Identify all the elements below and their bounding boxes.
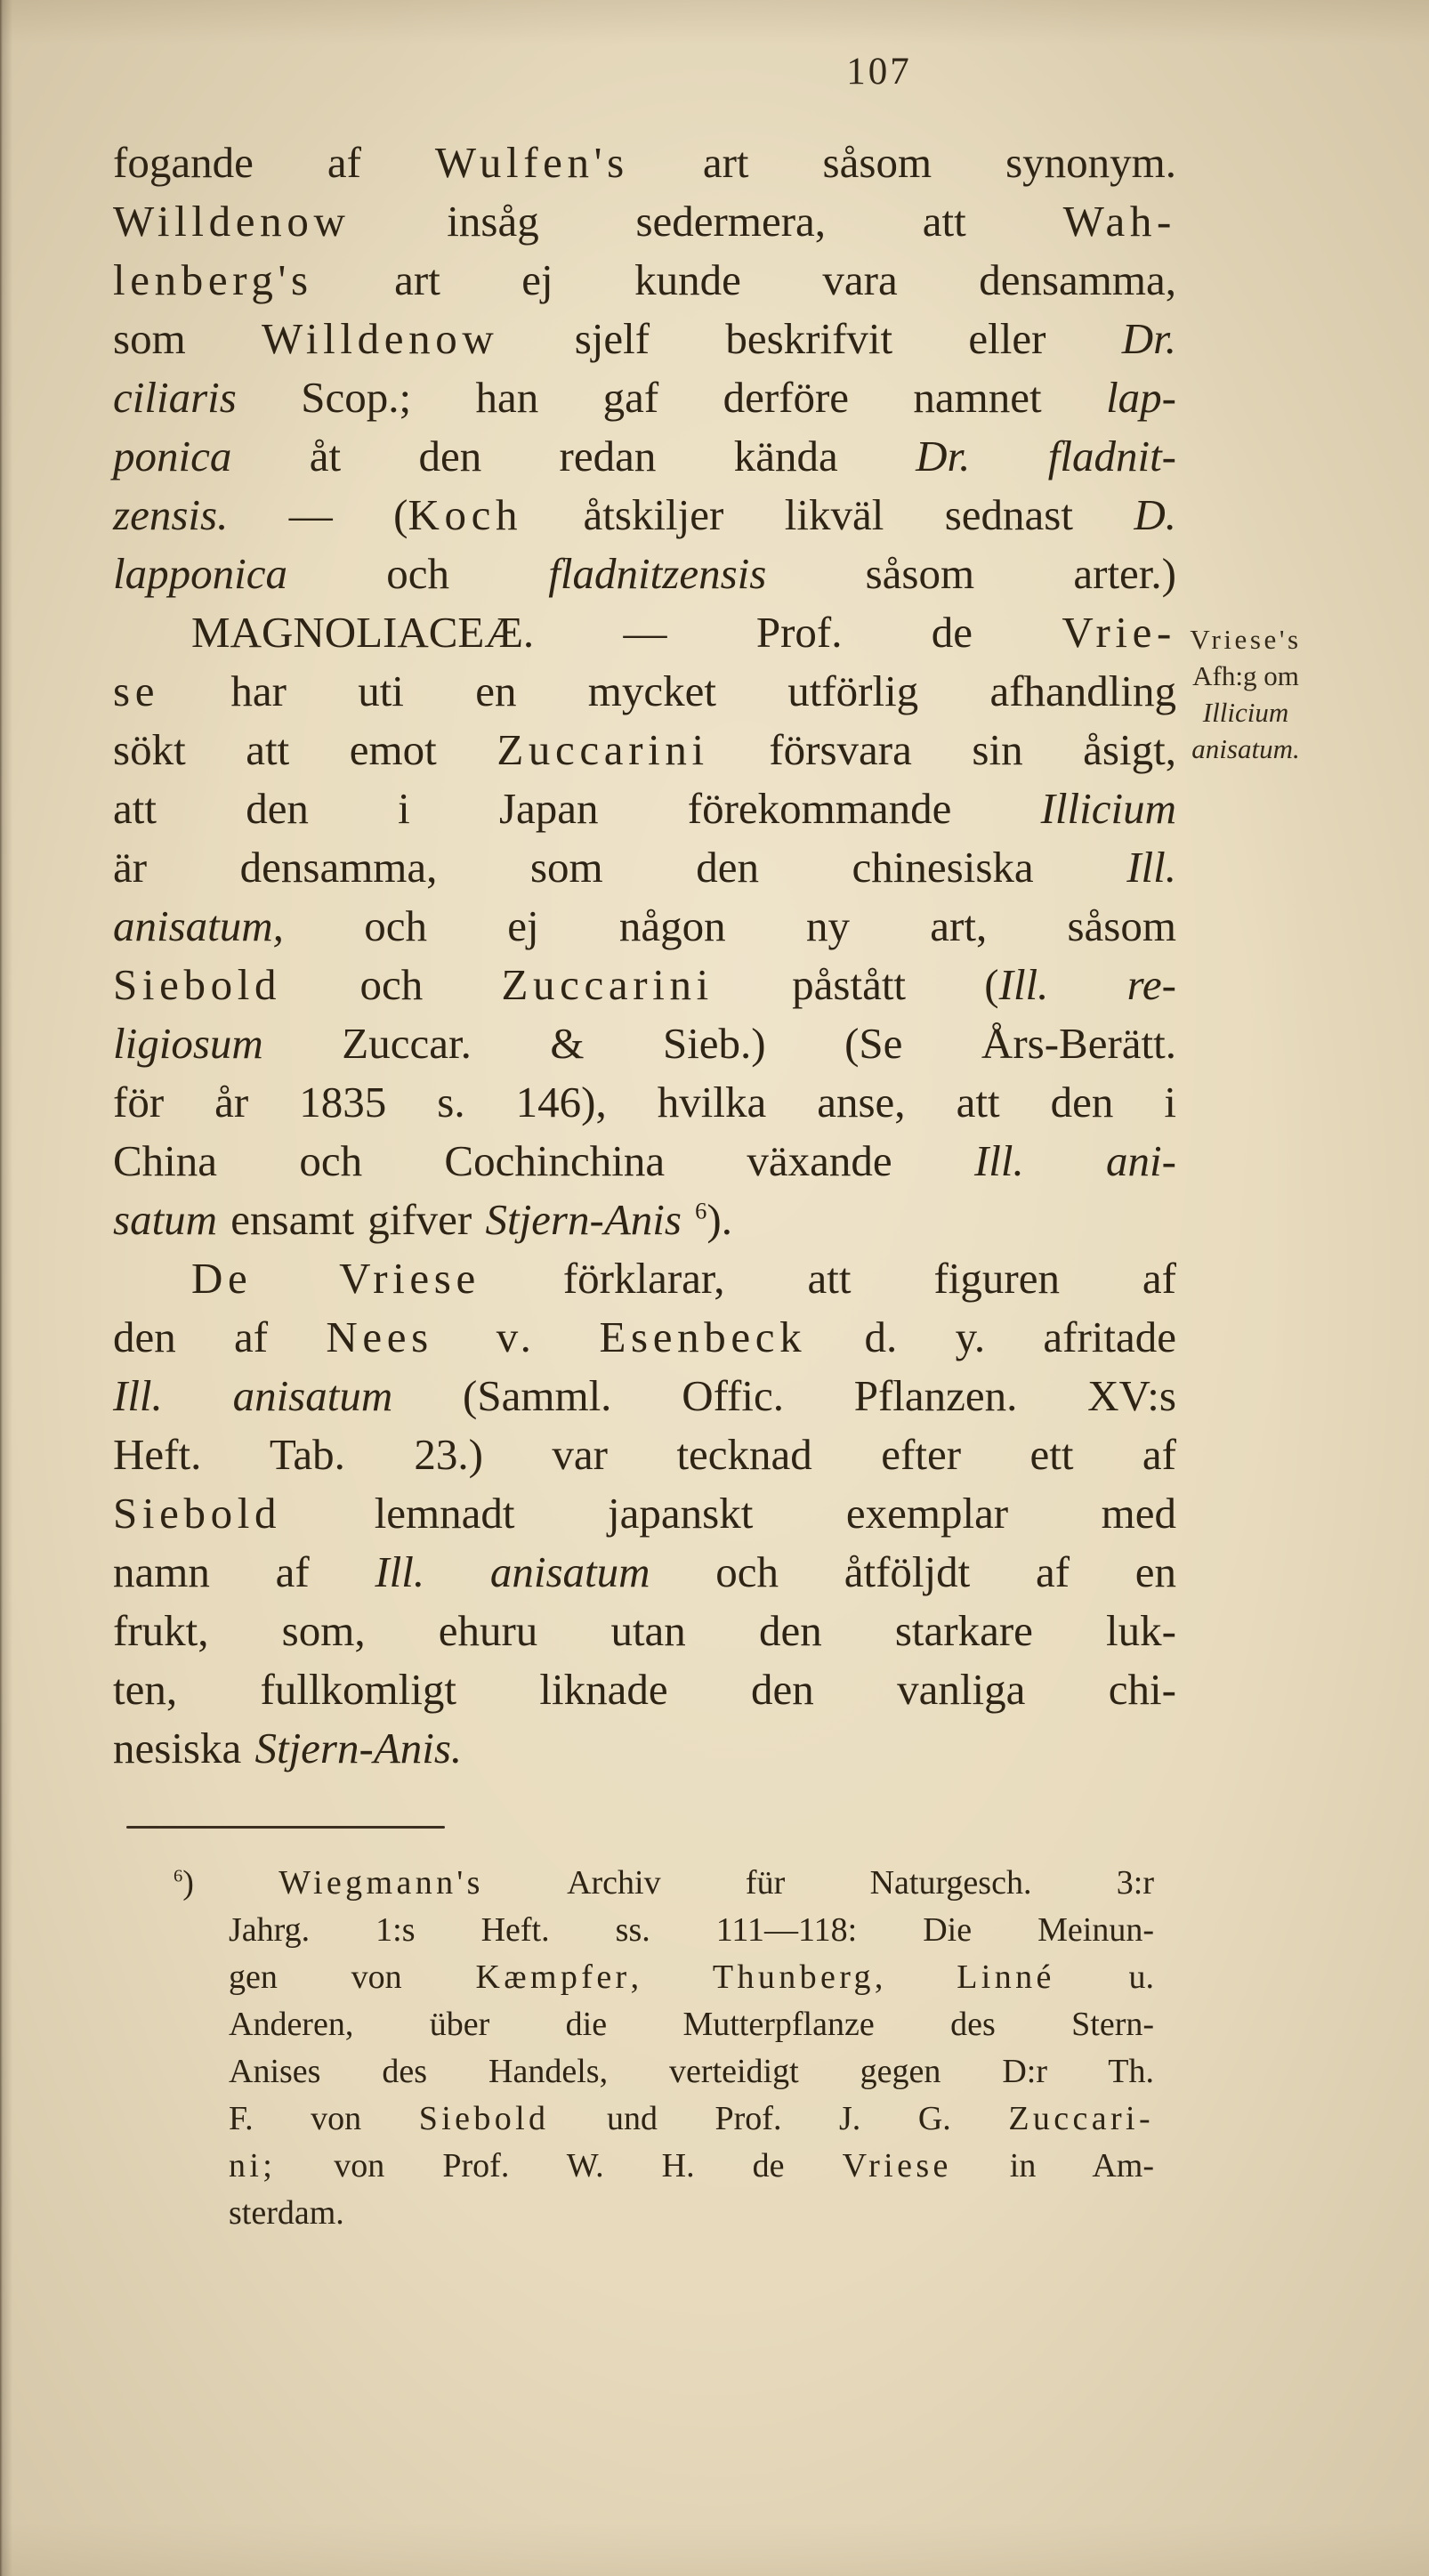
text-segment: namn af [113,1547,375,1596]
margin-note-line-1 [1159,621,1332,658]
body-line-4 [113,310,1176,368]
body-line-25 [113,1543,1176,1602]
body-line-7 [113,486,1176,545]
letterspaced-name: Wulfen's [434,138,629,187]
italic-text: Illicium [1202,697,1289,728]
text-segment: sökt att emot [113,725,497,774]
text-segment: Zuccar. & Sieb.) (Se Års-Berätt. [262,1019,1176,1068]
letterspaced-name: Linné [957,1958,1055,1996]
text-segment: F. von [229,2100,419,2137]
text-segment: gen von [229,1958,476,1996]
letterspaced-name: Wah- [1062,197,1176,246]
margin-note-line-4 [1159,731,1332,767]
text-segment: lemnadt japanskt exemplar med [281,1489,1176,1538]
text-segment: — ( [228,490,408,539]
body-line-15 [113,956,1176,1014]
letterspaced-name: ni; [229,2147,277,2184]
letterspaced-name: Zuccarini [501,960,714,1009]
footnote-line-2 [229,1907,1154,1954]
body-line-16 [113,1014,1176,1073]
margin-note-line-2 [1159,658,1332,694]
text-segment: Jahrg. 1:s Heft. ss. 111—118: Die Meinun- [229,1911,1154,1949]
footnote-line-4 [229,2001,1154,2048]
letterspaced-name: Zuccari- [1008,2100,1154,2137]
italic-text: Ill. anisatum [113,1371,393,1420]
italic-text: Stjern-Anis. [254,1724,463,1773]
italic-text: fladnitzensis [548,549,767,598]
body-line-5 [113,368,1176,427]
text-segment: ensamt gifver [217,1195,486,1244]
letterspaced-name: De Vriese [191,1254,480,1303]
text-segment: för år 1835 s. 146), hvilka anse, att den i [113,1078,1176,1126]
body-line-19 [113,1191,1176,1249]
italic-text: Dr. [1121,314,1176,363]
letterspaced-name: Siebold [113,960,282,1009]
body-line-9 [113,603,1176,662]
footnote-line-5 [229,2048,1154,2096]
body-line-2 [113,192,1176,251]
margin-note [1159,621,1332,767]
text-segment: påstått ( [713,960,999,1009]
letterspaced-name: Vriese [842,2147,952,2184]
body-line-21 [113,1308,1176,1367]
letterspaced-name: Kæmpfer [475,1958,631,1996]
italic-text: D. [1134,490,1177,539]
letterspaced-name: Thunberg [712,1958,875,1996]
text-segment: art ej kunde vara densamma, [312,255,1176,304]
text-segment: såsom arter.) [766,549,1176,598]
body-line-12 [113,779,1176,838]
body-line-3 [113,251,1176,310]
body-line-20 [113,1249,1176,1308]
text-segment: MAGNOLIACEÆ. — Prof. de [191,608,1062,657]
margin-note-line-3 [1159,694,1332,731]
text-segment: Archiv für Naturgesch. 3:r [483,1864,1154,1902]
italic-text: lapponica [113,549,287,598]
superscript-footnote-marker: 6 [695,1197,707,1224]
text-segment: Scop.; han gaf derföre namnet [236,373,1107,422]
body-text-block [113,133,1176,1778]
italic-text: Ill. ani- [973,1136,1176,1185]
text-segment: insåg sedermera, att [350,197,1063,246]
text-segment: åtskiljer likväl sednast [522,490,1134,539]
text-segment: och [287,549,549,598]
letterspaced-name: Siebold [418,2100,550,2137]
letterspaced-name: Zuccarini [497,725,709,774]
text-segment: fogande af [113,138,435,187]
letterspaced-name: se [113,666,160,715]
footnote-separator-rule [126,1826,445,1829]
text-segment: förklarar, att figuren af [480,1254,1176,1303]
text-segment: in Am- [951,2147,1154,2184]
body-line-11 [113,721,1176,779]
body-line-26 [113,1602,1176,1660]
text-segment: und Prof. J. G. [549,2100,1009,2137]
letterspaced-name: Wiegmann's [279,1864,484,1902]
body-line-22 [113,1367,1176,1425]
footnote-line-8 [229,2190,1154,2237]
text-segment [682,1195,695,1244]
body-line-13 [113,838,1176,897]
text-segment: har uti en mycket utförlig afhandling [159,666,1176,715]
text-segment: och [281,960,502,1009]
text-segment: d. y. afritade [806,1312,1177,1361]
text-segment: art såsom synonym. [628,138,1176,187]
text-segment: Afh:g om [1192,660,1299,691]
italic-text: zensis. [113,490,229,539]
footnote-line-3 [229,1954,1154,2001]
body-line-28 [113,1719,1176,1778]
text-segment: och åtföljdt af en [650,1547,1176,1596]
body-line-8 [113,545,1176,603]
text-segment: , [630,1958,713,1996]
page-number: 107 [846,51,912,93]
text-segment: ) [182,1864,279,1902]
footnote-line-6 [229,2096,1154,2143]
text-segment: försvara sin åsigt, [708,725,1176,774]
text-segment: u. [1054,1958,1154,1996]
letterspaced-name: Vriese's [1190,624,1302,655]
body-line-14 [113,897,1176,956]
italic-text: Illicium [1040,784,1176,833]
body-line-10 [113,662,1176,721]
text-segment: China och Cochinchina växande [113,1136,974,1185]
text-segment: sjelf beskrifvit eller [498,314,1122,363]
text-segment: att den i Japan förekommande [113,784,1041,833]
italic-text: Stjern-Anis [485,1195,682,1244]
text-segment: von Prof. W. H. de [276,2147,843,2184]
body-line-1 [113,133,1176,192]
footnote-block [174,1860,1154,2237]
body-line-18 [113,1132,1176,1191]
text-segment: ten, fullkomligt liknade den vanliga chi- [113,1665,1176,1714]
italic-text: ligiosum [113,1019,263,1068]
text-segment: Anises des Handels, verteidigt gegen D:r Th. [229,2053,1154,2090]
letterspaced-name: Vrie- [1062,608,1176,657]
body-line-17 [113,1073,1176,1132]
text-segment: som [113,314,262,363]
body-line-27 [113,1660,1176,1719]
letterspaced-name: Siebold [113,1489,282,1538]
italic-text: lap- [1106,373,1176,422]
text-segment: , [874,1958,957,1996]
letterspaced-name: Willdenow [113,197,351,246]
letterspaced-name: lenberg's [113,255,313,304]
text-segment: den af [113,1312,327,1361]
text-segment: är densamma, som den chinesiska [113,843,1127,892]
body-line-6 [113,427,1176,486]
text-segment: nesiska [113,1724,255,1773]
text-segment: Heft. Tab. 23.) var tecknad efter ett af [113,1430,1176,1479]
text-segment: åt den redan kända [231,432,916,480]
footnote-line-7 [229,2143,1154,2190]
letterspaced-name: Willdenow [261,314,499,363]
italic-text: anisatum. [1191,733,1300,764]
text-segment: Anderen, über die Mutterpflanze des Stern- [229,2006,1154,2043]
italic-text: ponica [113,432,232,480]
italic-text: Ill. [1126,843,1176,892]
italic-text: Dr. fladnit- [916,432,1176,480]
italic-text: ciliaris [113,373,237,422]
italic-text: Ill. re- [998,960,1176,1009]
body-line-24 [113,1484,1176,1543]
footnote-line-1 [174,1860,1154,1907]
letterspaced-name: Nees v. Esenbeck [326,1312,807,1361]
italic-text: Ill. anisatum [375,1547,650,1596]
italic-text: anisatum, [113,901,284,950]
text-segment: ). [706,1195,732,1244]
text-segment: och ej någon ny art, såsom [283,901,1176,950]
body-line-23 [113,1425,1176,1484]
text-segment: frukt, som, ehuru utan den starkare luk- [113,1606,1176,1655]
letterspaced-name: Koch [408,490,523,539]
text-segment: sterdam. [229,2194,344,2232]
italic-text: satum [113,1195,218,1244]
superscript-footnote-marker: 6 [174,1866,183,1886]
text-segment: (Samml. Offic. Pflanzen. XV:s [392,1371,1176,1420]
